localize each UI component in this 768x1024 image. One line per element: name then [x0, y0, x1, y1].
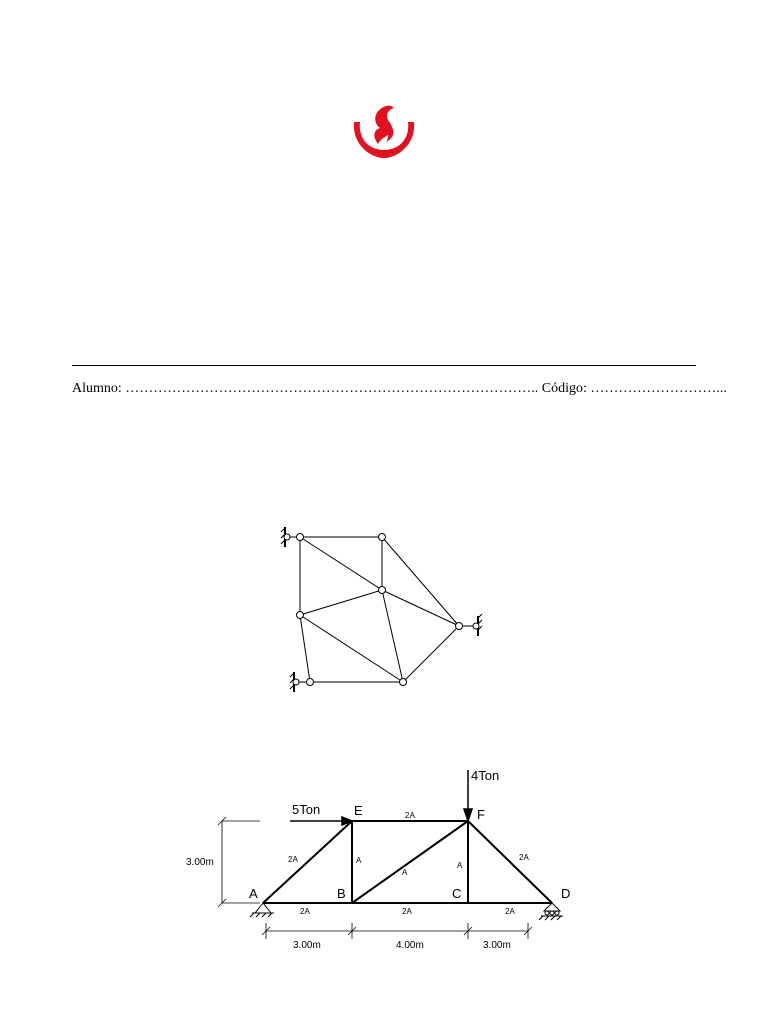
- dimension-span-mid: 4.00m: [396, 940, 424, 951]
- dimension-height: 3.00m: [186, 857, 214, 868]
- truss-diagram-1: [280, 520, 490, 700]
- member-label-ae: 2A: [288, 855, 298, 864]
- student-name-field: : ……………………………………………………………………………..: [117, 381, 542, 396]
- node-label-b: B: [337, 886, 346, 901]
- member-label-ef: 2A: [405, 811, 415, 820]
- dimension-span-left: 3.00m: [293, 940, 321, 951]
- node-label-e: E: [354, 803, 363, 818]
- node-label-d: D: [561, 886, 571, 901]
- member-label-ab: 2A: [300, 907, 310, 916]
- member-label-fd: 2A: [519, 853, 529, 862]
- university-logo: [348, 100, 420, 160]
- load-label-5ton: 5Ton: [292, 802, 321, 817]
- student-code-label: Código: [541, 381, 584, 396]
- member-label-bf: A: [402, 868, 408, 877]
- truss-diagram-2: [180, 765, 600, 955]
- member-label-cd: 2A: [505, 907, 515, 916]
- node-label-f: F: [477, 807, 485, 822]
- header-divider: [72, 365, 696, 366]
- node-label-c: C: [452, 886, 462, 901]
- student-code-field: : ………………………...: [583, 381, 727, 396]
- student-name-label: Alumno: [72, 381, 118, 396]
- member-label-bc: 2A: [402, 907, 412, 916]
- member-label-cf: A: [457, 861, 463, 870]
- node-label-a: A: [249, 886, 258, 901]
- dimension-span-right: 3.00m: [483, 940, 511, 951]
- upc-flame-logo-icon: [348, 100, 420, 160]
- load-label-4ton: 4Ton: [471, 768, 500, 783]
- member-label-be: A: [356, 856, 362, 865]
- student-info-line: [72, 381, 727, 397]
